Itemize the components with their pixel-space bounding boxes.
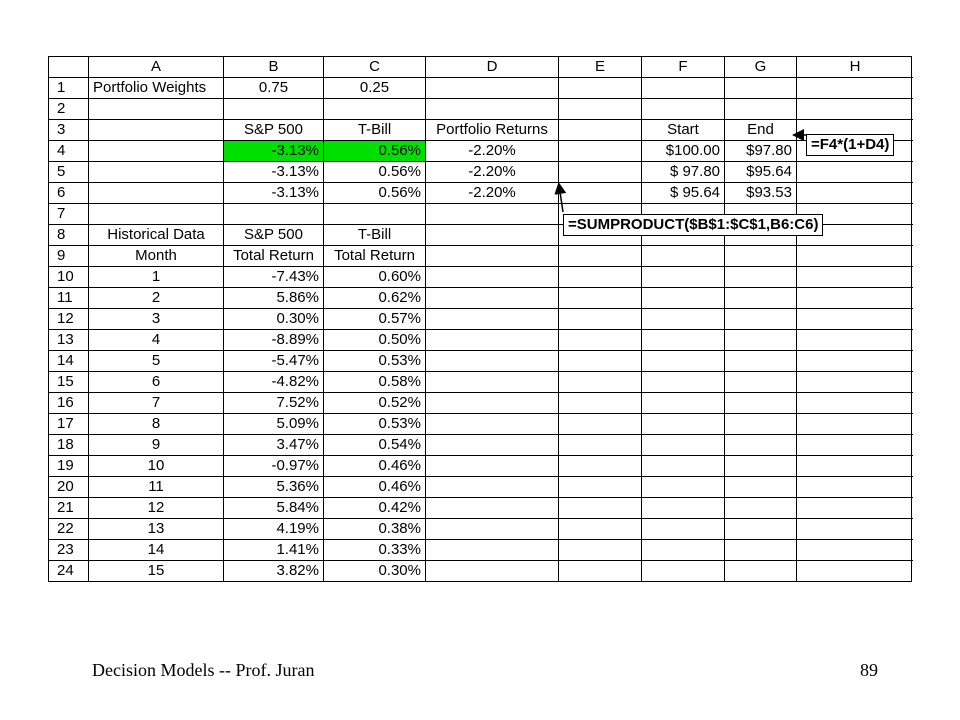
cell-b1[interactable]: 0.75 — [224, 78, 324, 99]
cell-e10[interactable] — [559, 267, 642, 288]
cell-e3[interactable] — [559, 120, 642, 141]
cell-b18[interactable]: 3.47% — [224, 435, 324, 456]
cell-f16[interactable] — [642, 393, 725, 414]
cell-d23[interactable] — [426, 540, 559, 561]
cell-f13[interactable] — [642, 330, 725, 351]
cell-a22[interactable]: 13 — [89, 519, 224, 540]
row-header-5[interactable]: 5 — [49, 162, 89, 183]
cell-g9[interactable] — [725, 246, 797, 267]
cell-e14[interactable] — [559, 351, 642, 372]
cell-d3[interactable]: Portfolio Returns — [426, 120, 559, 141]
cell-b3[interactable]: S&P 500 — [224, 120, 324, 141]
cell-e13[interactable] — [559, 330, 642, 351]
cell-c19[interactable]: 0.46% — [324, 456, 426, 477]
cell-b24[interactable]: 3.82% — [224, 561, 324, 582]
cell-c2[interactable] — [324, 99, 426, 120]
cell-b2[interactable] — [224, 99, 324, 120]
cell-h14[interactable] — [797, 351, 913, 372]
sumproduct-formula-callout: =SUMPRODUCT($B$1:$C$1,B6:C6) — [563, 214, 823, 236]
cell-g22[interactable] — [725, 519, 797, 540]
cell-f9[interactable] — [642, 246, 725, 267]
cell-h15[interactable] — [797, 372, 913, 393]
row-header-13[interactable]: 13 — [49, 330, 89, 351]
cell-c15[interactable]: 0.58% — [324, 372, 426, 393]
cell-h24[interactable] — [797, 561, 913, 582]
cell-h18[interactable] — [797, 435, 913, 456]
cell-g16[interactable] — [725, 393, 797, 414]
cell-d2[interactable] — [426, 99, 559, 120]
row-header-20[interactable]: 20 — [49, 477, 89, 498]
cell-d18[interactable] — [426, 435, 559, 456]
row-header-1[interactable]: 1 — [49, 78, 89, 99]
cell-d17[interactable] — [426, 414, 559, 435]
cell-g10[interactable] — [725, 267, 797, 288]
row-header-23[interactable]: 23 — [49, 540, 89, 561]
spreadsheet-grid — [48, 56, 912, 582]
cell-b6[interactable]: -3.13% — [224, 183, 324, 204]
cell-h17[interactable] — [797, 414, 913, 435]
cell-b14[interactable]: -5.47% — [224, 351, 324, 372]
cell-h5[interactable] — [797, 162, 913, 183]
row-header-18[interactable]: 18 — [49, 435, 89, 456]
cell-g17[interactable] — [725, 414, 797, 435]
cell-h20[interactable] — [797, 477, 913, 498]
cell-f21[interactable] — [642, 498, 725, 519]
cell-d8[interactable] — [426, 225, 559, 246]
cell-g14[interactable] — [725, 351, 797, 372]
cell-h13[interactable] — [797, 330, 913, 351]
row-header-14[interactable]: 14 — [49, 351, 89, 372]
cell-e22[interactable] — [559, 519, 642, 540]
cell-c11[interactable]: 0.62% — [324, 288, 426, 309]
cell-e17[interactable] — [559, 414, 642, 435]
cell-c6[interactable]: 0.56% — [324, 183, 426, 204]
cell-b17[interactable]: 5.09% — [224, 414, 324, 435]
cell-g11[interactable] — [725, 288, 797, 309]
cell-c8[interactable]: T-Bill — [324, 225, 426, 246]
cell-d16[interactable] — [426, 393, 559, 414]
cell-e12[interactable] — [559, 309, 642, 330]
cell-h21[interactable] — [797, 498, 913, 519]
cell-e21[interactable] — [559, 498, 642, 519]
cell-e9[interactable] — [559, 246, 642, 267]
cell-a13[interactable]: 4 — [89, 330, 224, 351]
cell-d15[interactable] — [426, 372, 559, 393]
cell-a21[interactable]: 12 — [89, 498, 224, 519]
row-header-7[interactable]: 7 — [49, 204, 89, 225]
row-header-16[interactable]: 16 — [49, 393, 89, 414]
cell-c5[interactable]: 0.56% — [324, 162, 426, 183]
column-header-h[interactable]: H — [797, 57, 913, 78]
cell-c12[interactable]: 0.57% — [324, 309, 426, 330]
cell-g3[interactable]: End — [725, 120, 797, 141]
cell-h16[interactable] — [797, 393, 913, 414]
cell-c17[interactable]: 0.53% — [324, 414, 426, 435]
cell-c10[interactable]: 0.60% — [324, 267, 426, 288]
cell-g1[interactable] — [725, 78, 797, 99]
cell-b5[interactable]: -3.13% — [224, 162, 324, 183]
cell-f1[interactable] — [642, 78, 725, 99]
cell-e6[interactable] — [559, 183, 642, 204]
cell-e11[interactable] — [559, 288, 642, 309]
column-header-g[interactable]: G — [725, 57, 797, 78]
cell-b10[interactable]: -7.43% — [224, 267, 324, 288]
cell-h11[interactable] — [797, 288, 913, 309]
cell-b9[interactable]: Total Return — [224, 246, 324, 267]
row-header-4[interactable]: 4 — [49, 141, 89, 162]
cell-a6[interactable] — [89, 183, 224, 204]
cell-c24[interactable]: 0.30% — [324, 561, 426, 582]
cell-f15[interactable] — [642, 372, 725, 393]
cell-c13[interactable]: 0.50% — [324, 330, 426, 351]
cell-g2[interactable] — [725, 99, 797, 120]
column-header-e[interactable]: E — [559, 57, 642, 78]
cell-a17[interactable]: 8 — [89, 414, 224, 435]
cell-c14[interactable]: 0.53% — [324, 351, 426, 372]
cell-b16[interactable]: 7.52% — [224, 393, 324, 414]
cell-d22[interactable] — [426, 519, 559, 540]
cell-a23[interactable]: 14 — [89, 540, 224, 561]
row-header-2[interactable]: 2 — [49, 99, 89, 120]
footer-course-title: Decision Models -- Prof. Juran — [92, 660, 315, 680]
cell-b20[interactable]: 5.36% — [224, 477, 324, 498]
cell-c7[interactable] — [324, 204, 426, 225]
cell-d20[interactable] — [426, 477, 559, 498]
cell-f10[interactable] — [642, 267, 725, 288]
cell-c3[interactable]: T-Bill — [324, 120, 426, 141]
cell-d1[interactable] — [426, 78, 559, 99]
cell-h10[interactable] — [797, 267, 913, 288]
cell-g12[interactable] — [725, 309, 797, 330]
cell-a5[interactable] — [89, 162, 224, 183]
cell-f6[interactable]: $ 95.64 — [642, 183, 725, 204]
cell-b23[interactable]: 1.41% — [224, 540, 324, 561]
column-header-b[interactable]: B — [224, 57, 324, 78]
cell-f2[interactable] — [642, 99, 725, 120]
cell-e4[interactable] — [559, 141, 642, 162]
cell-c22[interactable]: 0.38% — [324, 519, 426, 540]
cell-d11[interactable] — [426, 288, 559, 309]
cell-d9[interactable] — [426, 246, 559, 267]
cell-b8[interactable]: S&P 500 — [224, 225, 324, 246]
cell-d6[interactable]: -2.20% — [426, 183, 559, 204]
cell-a10[interactable]: 1 — [89, 267, 224, 288]
cell-f17[interactable] — [642, 414, 725, 435]
cell-a15[interactable]: 6 — [89, 372, 224, 393]
cell-a3[interactable] — [89, 120, 224, 141]
cell-h2[interactable] — [797, 99, 913, 120]
row-header-24[interactable]: 24 — [49, 561, 89, 582]
cell-d13[interactable] — [426, 330, 559, 351]
cell-d21[interactable] — [426, 498, 559, 519]
cell-d24[interactable] — [426, 561, 559, 582]
cell-d10[interactable] — [426, 267, 559, 288]
cell-f11[interactable] — [642, 288, 725, 309]
cell-e16[interactable] — [559, 393, 642, 414]
cell-e23[interactable] — [559, 540, 642, 561]
cell-f5[interactable]: $ 97.80 — [642, 162, 725, 183]
cell-g24[interactable] — [725, 561, 797, 582]
row-header-12[interactable]: 12 — [49, 309, 89, 330]
column-header-d[interactable]: D — [426, 57, 559, 78]
cell-h22[interactable] — [797, 519, 913, 540]
cell-c4[interactable]: 0.56% — [324, 141, 426, 162]
cell-a9[interactable]: Month — [89, 246, 224, 267]
cell-h9[interactable] — [797, 246, 913, 267]
cell-f14[interactable] — [642, 351, 725, 372]
cell-b21[interactable]: 5.84% — [224, 498, 324, 519]
cell-h6[interactable] — [797, 183, 913, 204]
cell-f4[interactable]: $100.00 — [642, 141, 725, 162]
cell-a8[interactable]: Historical Data — [89, 225, 224, 246]
row-header-19[interactable]: 19 — [49, 456, 89, 477]
cell-e5[interactable] — [559, 162, 642, 183]
row-header-9[interactable]: 9 — [49, 246, 89, 267]
cell-a24[interactable]: 15 — [89, 561, 224, 582]
cell-a19[interactable]: 10 — [89, 456, 224, 477]
select-all-corner[interactable] — [49, 57, 89, 78]
cell-d4[interactable]: -2.20% — [426, 141, 559, 162]
row-header-8[interactable]: 8 — [49, 225, 89, 246]
cell-d12[interactable] — [426, 309, 559, 330]
cell-f20[interactable] — [642, 477, 725, 498]
cell-e24[interactable] — [559, 561, 642, 582]
cell-g6[interactable]: $93.53 — [725, 183, 797, 204]
cell-d5[interactable]: -2.20% — [426, 162, 559, 183]
cell-a4[interactable] — [89, 141, 224, 162]
cell-c23[interactable]: 0.33% — [324, 540, 426, 561]
row-header-3[interactable]: 3 — [49, 120, 89, 141]
cell-g19[interactable] — [725, 456, 797, 477]
cell-a20[interactable]: 11 — [89, 477, 224, 498]
cell-a18[interactable]: 9 — [89, 435, 224, 456]
cell-g20[interactable] — [725, 477, 797, 498]
cell-e18[interactable] — [559, 435, 642, 456]
cell-a2[interactable] — [89, 99, 224, 120]
cell-c16[interactable]: 0.52% — [324, 393, 426, 414]
cell-a1[interactable]: Portfolio Weights — [89, 78, 224, 99]
row-header-15[interactable]: 15 — [49, 372, 89, 393]
row-header-21[interactable]: 21 — [49, 498, 89, 519]
cell-f12[interactable] — [642, 309, 725, 330]
cell-c21[interactable]: 0.42% — [324, 498, 426, 519]
cell-h12[interactable] — [797, 309, 913, 330]
cell-f23[interactable] — [642, 540, 725, 561]
cell-g21[interactable] — [725, 498, 797, 519]
cell-b13[interactable]: -8.89% — [224, 330, 324, 351]
cell-f3[interactable]: Start — [642, 120, 725, 141]
cell-b11[interactable]: 5.86% — [224, 288, 324, 309]
cell-a11[interactable]: 2 — [89, 288, 224, 309]
cell-d14[interactable] — [426, 351, 559, 372]
cell-b15[interactable]: -4.82% — [224, 372, 324, 393]
cell-g18[interactable] — [725, 435, 797, 456]
cell-a16[interactable]: 7 — [89, 393, 224, 414]
cell-f19[interactable] — [642, 456, 725, 477]
cell-c9[interactable]: Total Return — [324, 246, 426, 267]
cell-a12[interactable]: 3 — [89, 309, 224, 330]
row-header-17[interactable]: 17 — [49, 414, 89, 435]
cell-a7[interactable] — [89, 204, 224, 225]
cell-f18[interactable] — [642, 435, 725, 456]
cell-g5[interactable]: $95.64 — [725, 162, 797, 183]
cell-a14[interactable]: 5 — [89, 351, 224, 372]
cell-e19[interactable] — [559, 456, 642, 477]
column-header-c[interactable]: C — [324, 57, 426, 78]
cell-f24[interactable] — [642, 561, 725, 582]
cell-g13[interactable] — [725, 330, 797, 351]
cell-g15[interactable] — [725, 372, 797, 393]
cell-f22[interactable] — [642, 519, 725, 540]
cell-e1[interactable] — [559, 78, 642, 99]
column-header-a[interactable]: A — [89, 57, 224, 78]
row-header-10[interactable]: 10 — [49, 267, 89, 288]
cell-g4[interactable]: $97.80 — [725, 141, 797, 162]
cell-b19[interactable]: -0.97% — [224, 456, 324, 477]
end-formula-callout: =F4*(1+D4) — [806, 134, 894, 156]
cell-h1[interactable] — [797, 78, 913, 99]
cell-b12[interactable]: 0.30% — [224, 309, 324, 330]
cell-c18[interactable]: 0.54% — [324, 435, 426, 456]
cell-b22[interactable]: 4.19% — [224, 519, 324, 540]
cell-g23[interactable] — [725, 540, 797, 561]
cell-e20[interactable] — [559, 477, 642, 498]
cell-e15[interactable] — [559, 372, 642, 393]
row-header-22[interactable]: 22 — [49, 519, 89, 540]
row-header-6[interactable]: 6 — [49, 183, 89, 204]
cell-b7[interactable] — [224, 204, 324, 225]
footer-page-number: 89 — [860, 660, 878, 680]
cell-b4[interactable]: -3.13% — [224, 141, 324, 162]
column-header-f[interactable]: F — [642, 57, 725, 78]
cell-h19[interactable] — [797, 456, 913, 477]
cell-h23[interactable] — [797, 540, 913, 561]
cell-d7[interactable] — [426, 204, 559, 225]
cell-d19[interactable] — [426, 456, 559, 477]
cell-c20[interactable]: 0.46% — [324, 477, 426, 498]
cell-c1[interactable]: 0.25 — [324, 78, 426, 99]
row-header-11[interactable]: 11 — [49, 288, 89, 309]
cell-e2[interactable] — [559, 99, 642, 120]
